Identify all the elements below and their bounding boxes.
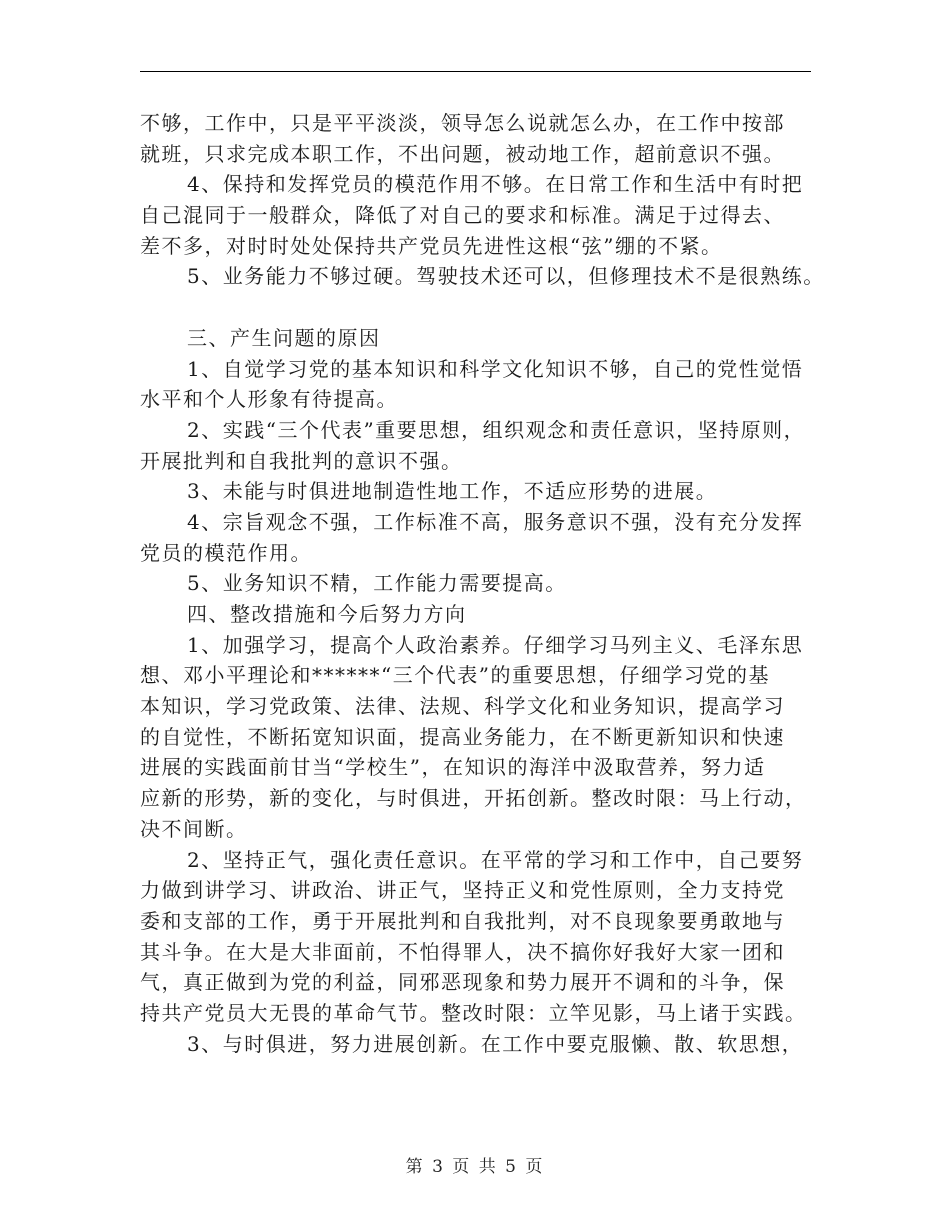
document-body [140, 108, 825, 1059]
text-line: 四、整改措施和今后努力方向 [187, 602, 467, 626]
text-line: 本知识，学习党政策、法律、法规、科学文化和业务知识，提高学习 [140, 694, 785, 719]
text-line: 5、业务知识不精，工作能力需要提高。 [187, 571, 567, 596]
text-line: 党员的模范作用。 [140, 540, 312, 565]
text-line: 1、自觉学习党的基本知识和科学文化知识不够，自己的党性觉悟 [187, 356, 804, 381]
text-line: 5、业务能力不够过硬。驾驶技术还可以，但修理技术不是很熟练。 [187, 264, 825, 289]
text-line: 3、未能与时俱进地制造性地工作，不适应形势的进展。 [187, 479, 718, 504]
text-line: 想、邓小平理论和******“三个代表”的重要思想，仔细学习党的基 [140, 663, 770, 688]
text-line: 就班，只求完成本职工作，不出问题，被动地工作，超前意识不强。 [140, 141, 785, 166]
text-line: 3、与时俱进，努力进展创新。在工作中要克服懒、散、软思想， [187, 1031, 804, 1056]
text-line: 三、产生问题的原因 [187, 325, 381, 350]
text-line: 的自觉性，不断拓宽知识面，提高业务能力，在不断更新知识和快速 [140, 724, 785, 749]
text-line: 持共产党员大无畏的革命气节。整改时限：立竿见影，马上诸于实践。 [140, 1000, 807, 1025]
header-rule [140, 71, 811, 72]
text-line: 自己混同于一般群众，降低了对自己的要求和标准。满足于过得去、 [140, 203, 785, 228]
text-line: 差不多，对时时处处保持共产党员先进性这根“弦”绷的不紧。 [140, 233, 723, 258]
text-line: 4、宗旨观念不强，工作标准不高，服务意识不强，没有充分发挥 [187, 509, 804, 534]
text-line: 水平和个人形象有待提高。 [140, 387, 398, 412]
text-line: 进展的实践面前甘当“学校生”，在知识的海洋中汲取营养，努力适 [140, 755, 766, 780]
text-line: 4、保持和发挥党员的模范作用不够。在日常工作和生活中有时把 [187, 172, 804, 197]
text-line: 决不间断。 [140, 816, 248, 841]
text-line: 不够，工作中，只是平平淡淡，领导怎么说就怎么办，在工作中按部 [140, 111, 785, 135]
text-line: 应新的形势，新的变化，与时俱进，开拓创新。整改时限：马上行动， [140, 786, 807, 811]
text-line: 委和支部的工作，勇于开展批判和自我批判，对不良现象要勇敢地与 [140, 908, 785, 933]
text-line: 其斗争。在大是大非面前，不怕得罪人，决不搞你好我好大家一团和 [140, 939, 785, 964]
page-footer: 第 3 页 共 5 页 [405, 1157, 545, 1177]
blank-line [140, 292, 820, 323]
text-line: 2、坚持正气，强化责任意识。在平常的学习和工作中，自己要努 [187, 847, 804, 872]
text-line: 力做到讲学习、讲政治、讲正气，坚持正义和党性原则，全力支持党 [140, 878, 785, 903]
text-line: 气，真正做到为党的利益，同邪恶现象和势力展开不调和的斗争，保 [140, 970, 785, 995]
text-line: 开展批判和自我批判的意识不强。 [140, 448, 463, 473]
text-line: 2、实践“三个代表”重要思想，组织观念和责任意识，坚持原则， [187, 417, 806, 442]
text-line: 1、加强学习，提高个人政治素养。仔细学习马列主义、毛泽东思 [187, 632, 804, 657]
